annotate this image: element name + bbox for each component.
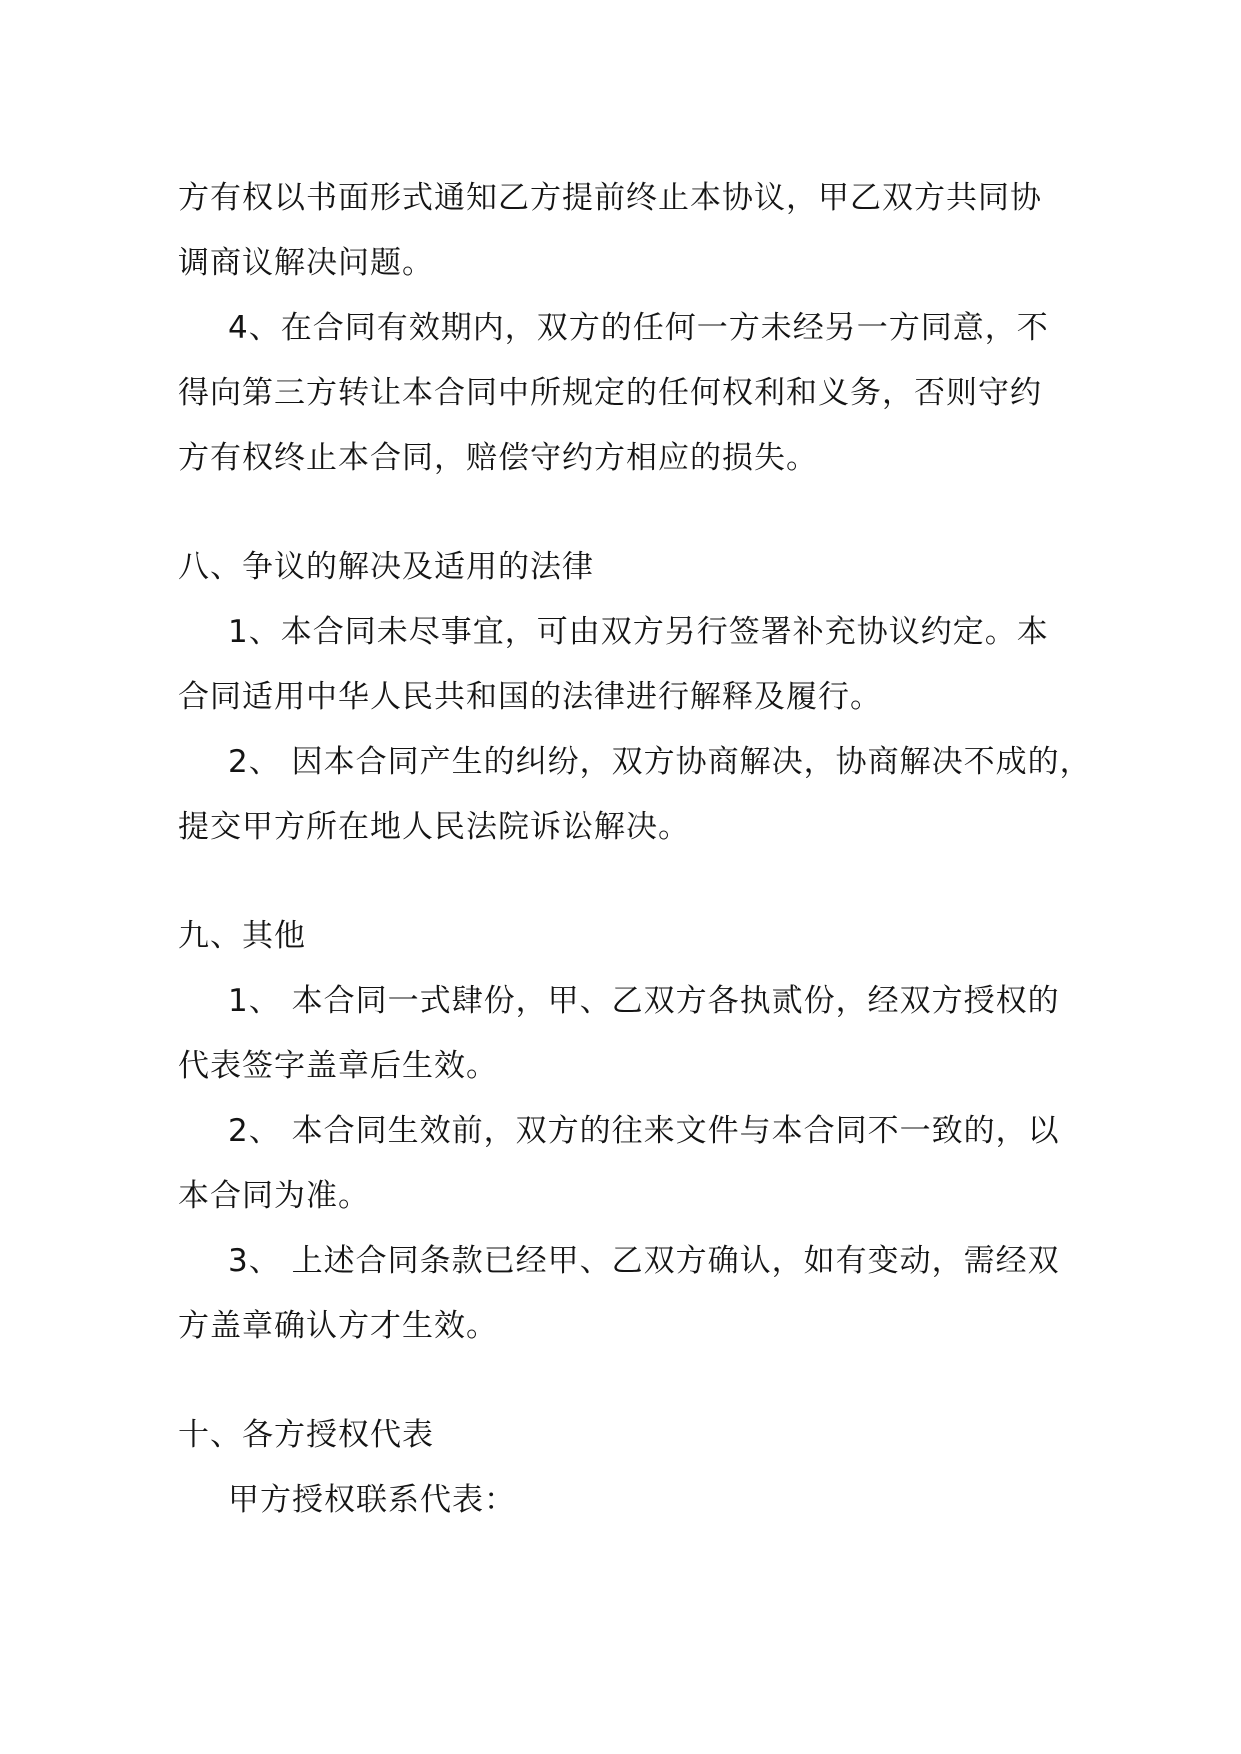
clause-2-text: 2、 因本合同产生的纠纷，双方协商解决，协商解决不成的，: [228, 744, 1092, 780]
body-text-line: 方有权终止本合同，赔偿守约方相应的损失。: [178, 440, 818, 476]
section-heading-other: 九、其他: [178, 918, 306, 954]
body-text-line: 调商议解决问题。: [178, 245, 434, 281]
clause-2-text: 2、 本合同生效前，双方的往来文件与本合同不一致的，以: [228, 1113, 1060, 1149]
section-heading-dispute: 八、争议的解决及适用的法律: [178, 549, 594, 585]
clause-1-text: 1、本合同未尽事宜，可由双方另行签署补充协议约定。本: [228, 614, 1049, 650]
body-text-line: 方盖章确认方才生效。: [178, 1308, 498, 1344]
clause-1-text: 1、 本合同一式肆份，甲、乙双方各执贰份，经双方授权的: [228, 983, 1060, 1019]
clause-3-text: 3、 上述合同条款已经甲、乙双方确认，如有变动，需经双: [228, 1243, 1060, 1279]
body-text-line: 得向第三方转让本合同中所规定的任何权利和义务，否则守约: [178, 375, 1042, 411]
body-text-line: 代表签字盖章后生效。: [178, 1048, 498, 1084]
body-text-line: 方有权以书面形式通知乙方提前终止本协议，甲乙双方共同协: [178, 180, 1042, 216]
party-a-representative-label: 甲方授权联系代表：: [228, 1482, 516, 1518]
section-heading-representatives: 十、各方授权代表: [178, 1417, 434, 1453]
body-text-line: 提交甲方所在地人民法院诉讼解决。: [178, 809, 690, 845]
body-text-line: 合同适用中华人民共和国的法律进行解释及履行。: [178, 679, 882, 715]
clause-4-text: 4、在合同有效期内，双方的任何一方未经另一方同意，不: [228, 310, 1049, 346]
body-text-line: 本合同为准。: [178, 1178, 370, 1214]
